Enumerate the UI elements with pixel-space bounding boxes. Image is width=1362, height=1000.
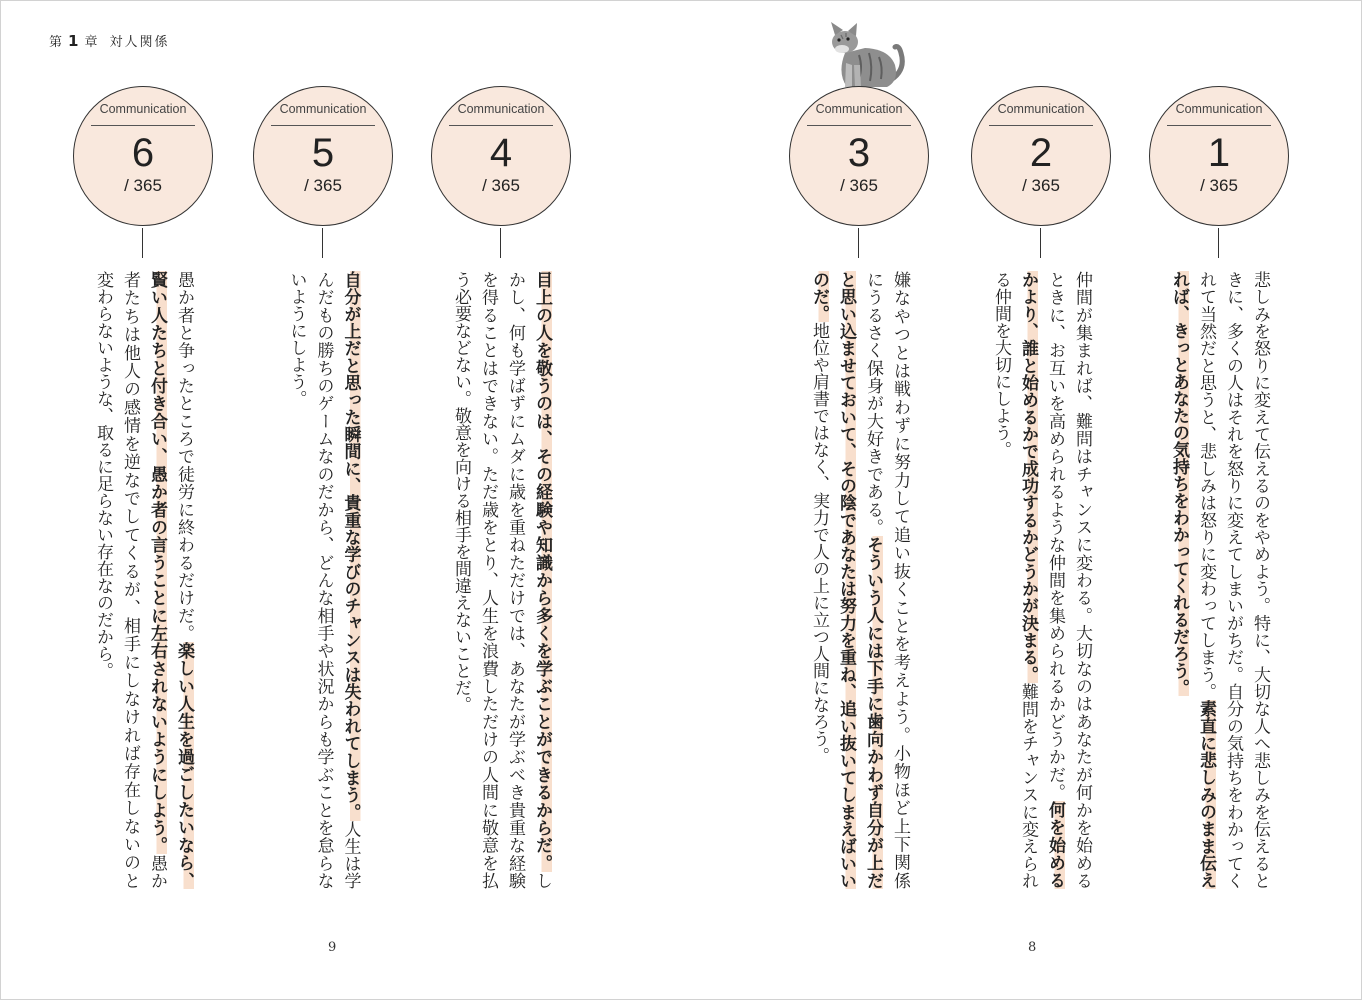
day-circle xyxy=(971,86,1111,226)
highlighted-text: 目上の人を敬うのは、その経験や知識から多くを学ぶことができるからだ。 xyxy=(532,271,552,872)
category-label: Communication xyxy=(997,102,1085,116)
highlighted-text: 何を始める xyxy=(1045,801,1065,889)
highlighted-text: そういう人には下手に歯向かわず自分が上だ xyxy=(863,536,883,889)
text-column xyxy=(170,271,197,889)
category-label: Communication xyxy=(99,102,187,116)
body-text: 難問をチャンスに変えられ xyxy=(1018,683,1038,889)
body-text: きに、多くの人はそれを怒りに変えてしまいがちだ。自分の気持ちをわかってく xyxy=(1223,271,1243,889)
text-column xyxy=(886,271,913,889)
day-number: 6 xyxy=(131,131,155,175)
text-column xyxy=(337,271,364,889)
body-text: 嫌なやつとは戦わずに努力して追い抜くことを考えよう。小物ほど上下関係 xyxy=(890,271,910,889)
body-text: かし、何も学ばずにムダに歳を重ねただけでは、あなたが学ぶべき貴重な経験 xyxy=(505,271,525,889)
body-text: にうるさく保身が大好きである。 xyxy=(863,271,883,537)
category-label: Communication xyxy=(815,102,903,116)
text-column xyxy=(859,271,886,889)
entry-5 xyxy=(253,86,393,889)
day-number: 3 xyxy=(847,131,871,175)
entry-body xyxy=(89,271,197,889)
entry-body xyxy=(1165,271,1273,889)
entry-body xyxy=(987,271,1095,889)
entry-1 xyxy=(1149,86,1289,889)
highlighted-text: 賢い人たちと付き合い、愚か者の言うことに左右されないようにしよう。 xyxy=(147,271,167,855)
entry-3 xyxy=(789,86,929,889)
day-number: 1 xyxy=(1207,131,1231,175)
day-circle xyxy=(253,86,393,226)
connector-line xyxy=(1218,228,1219,258)
circle-divider xyxy=(807,125,911,126)
day-total: / 365 xyxy=(1200,176,1238,195)
connector-line xyxy=(322,228,323,258)
entry-4 xyxy=(431,86,571,889)
circle-divider xyxy=(989,125,1093,126)
text-column xyxy=(805,271,832,889)
day-total: / 365 xyxy=(840,176,878,195)
body-text: 仲間が集まれば、難問はチャンスに変わる。大切なのはあなたが何かを始める xyxy=(1072,271,1092,889)
circle-divider xyxy=(271,125,375,126)
page-number-right: 8 xyxy=(1028,940,1037,955)
text-column xyxy=(1192,271,1219,889)
body-text: 人生は学 xyxy=(340,820,361,889)
body-text: 悲しみを怒りに変えて伝えるのをやめよう。特に、大切な人へ悲しみを伝えると xyxy=(1250,271,1270,889)
connector-line xyxy=(500,228,501,258)
text-column xyxy=(1014,271,1041,889)
text-column xyxy=(832,271,859,889)
body-text: んだもの勝ちのゲームなのだから、どんな相手や状況からも学ぶことを怠らな xyxy=(313,271,334,889)
entry-body xyxy=(283,271,364,889)
connector-line xyxy=(1040,228,1041,258)
entry-2 xyxy=(971,86,1111,889)
highlighted-text: のだ。 xyxy=(809,271,829,322)
body-text: れて当然だと思うと、悲しみは怒りに変わってしまう。 xyxy=(1196,271,1216,701)
category-label: Communication xyxy=(1175,102,1263,116)
text-column xyxy=(528,271,555,889)
text-column xyxy=(89,271,116,889)
text-column xyxy=(1041,271,1068,889)
text-column xyxy=(143,271,170,889)
connector-line xyxy=(858,228,859,258)
body-text: う必要などない。敬意を向ける相手を間違えないことだ。 xyxy=(451,271,471,713)
day-total: / 365 xyxy=(304,176,342,195)
text-column xyxy=(1246,271,1273,889)
text-column xyxy=(1219,271,1246,889)
day-number: 2 xyxy=(1029,131,1053,175)
circle-divider xyxy=(449,125,553,126)
day-total: / 365 xyxy=(482,176,520,195)
body-text: る仲間を大切にしよう。 xyxy=(991,271,1011,458)
body-text: し xyxy=(532,872,552,889)
text-column xyxy=(1068,271,1095,889)
day-circle xyxy=(431,86,571,226)
highlighted-text: 楽しい人生を過ごしたいなら、 xyxy=(174,642,194,889)
cat-icon xyxy=(815,21,907,91)
chapter-title: 対人関係 xyxy=(109,35,170,50)
day-number: 5 xyxy=(311,131,335,175)
highlighted-text: と思い込ませておいて、その陰であなたは努力を重ね、追い抜いてしまえばいい xyxy=(836,271,856,889)
circle-divider xyxy=(91,125,195,126)
body-text: を得ることはできない。ただ歳をとり、人生を浪費しただけの人間に敬意を払 xyxy=(478,271,498,889)
chapter-prefix: 第 xyxy=(49,35,63,50)
circle-divider xyxy=(1167,125,1271,126)
body-text: いようにしよう。 xyxy=(286,271,307,407)
highlighted-text: かより、誰と始めるかで成功するかどうかが決まる。 xyxy=(1018,271,1038,684)
day-circle xyxy=(789,86,929,226)
entry-body xyxy=(805,271,913,889)
day-number: 4 xyxy=(489,131,513,175)
text-column xyxy=(447,271,474,889)
body-text: 地位や肩書ではなく、実力で人の上に立つ人間になろう。 xyxy=(809,322,829,764)
chapter-number: 1 xyxy=(68,32,79,50)
category-label: Communication xyxy=(279,102,367,116)
chapter-suffix: 章 xyxy=(84,35,98,50)
text-column xyxy=(1165,271,1192,889)
entry-body xyxy=(447,271,555,889)
text-column xyxy=(987,271,1014,889)
text-column xyxy=(283,271,310,889)
highlighted-text: 素直に悲しみのまま伝え xyxy=(1196,700,1216,889)
category-label: Communication xyxy=(457,102,545,116)
entry-6 xyxy=(73,86,213,889)
body-text: 変わらないような、取るに足らない存在なのだから。 xyxy=(93,271,113,679)
day-circle xyxy=(73,86,213,226)
page-number-left: 9 xyxy=(328,940,337,955)
day-total: / 365 xyxy=(124,176,162,195)
text-column xyxy=(310,271,337,889)
highlighted-text: れば、きっとあなたの気持ちをわかってくれるだろう。 xyxy=(1169,271,1189,696)
day-total: / 365 xyxy=(1022,176,1060,195)
text-column xyxy=(116,271,143,889)
body-text: ときに、お互いを高められるような仲間を集められるかどうかだ。 xyxy=(1045,271,1065,802)
highlighted-text: 自分が上だと思った瞬間に、貴重な学びのチャンスは失われてしまう。 xyxy=(340,271,361,821)
chapter-running-head xyxy=(49,31,169,53)
text-column xyxy=(501,271,528,889)
connector-line xyxy=(142,228,143,258)
text-column xyxy=(474,271,501,889)
body-text: 愚か者と争ったところで徒労に終わるだけだ。 xyxy=(174,271,194,643)
body-text: 者たちは他人の感情を逆なでしてくるが、相手にしなければ存在しないのと xyxy=(120,271,140,889)
day-circle xyxy=(1149,86,1289,226)
body-text: 愚か xyxy=(147,854,167,889)
